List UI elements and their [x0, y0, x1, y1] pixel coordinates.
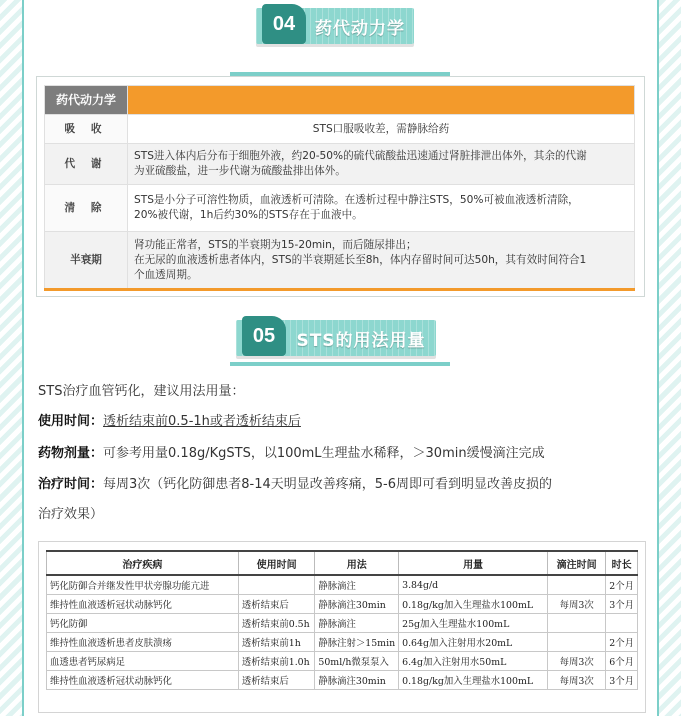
section-04-number: 04 [262, 4, 306, 44]
dose-header-duration: 时长 [606, 551, 638, 575]
dose-cell-dose: 0.64g加入注射用水20mL [399, 633, 548, 652]
dose-cell-dose: 3.84g/d [399, 575, 548, 595]
pk-row-text [128, 232, 635, 290]
pk-row-label: 吸 收 [45, 115, 128, 144]
dose-table-row [47, 633, 638, 652]
dose-cell-dose: 0.18g/kg加入生理盐水100mL [399, 595, 548, 614]
pk-row-line: 20%被代谢，1h后约30%的STS存在于血液中。 [134, 209, 363, 221]
dose-header-disease: 治疗疾病 [47, 551, 239, 575]
pk-header-bar [128, 86, 635, 115]
usage-time-label: 使用时间： [38, 414, 104, 429]
dose-cell-time: 透析结束前1.0h [238, 652, 315, 671]
dose-cell-infusion: 每周3次 [548, 671, 606, 690]
dose-cell-infusion: 每周3次 [548, 652, 606, 671]
usage-course-value-line1: 每周3次（钙化防御患者8-14天明显改善疼痛，5-6周即可看到明显改善皮损的 [103, 477, 553, 492]
dose-cell-duration: 3个月 [606, 671, 638, 690]
dose-table-row [47, 595, 638, 614]
dose-cell-duration: 6个月 [606, 652, 638, 671]
dose-cell-disease: 维持性血液透析冠状动脉钙化 [47, 671, 239, 690]
pk-row-line: STS是小分子可溶性物质，血液透析可清除。在透析过程中静注STS，50%可被血液透析清除， [134, 194, 579, 206]
pk-table-header-row [45, 86, 635, 115]
dose-cell-route: 静脉滴注30min [315, 671, 399, 690]
pk-row-label: 清 除 [45, 185, 128, 232]
pk-row-line: 肾功能正常者，STS的半衰期为15-20min，而后随尿排出； [134, 238, 417, 251]
pk-row-line: STS口服吸收差，需静脉给药 [312, 122, 450, 135]
section-04-badge [256, 8, 414, 44]
dose-table-frame [38, 541, 646, 713]
usage-course [38, 473, 552, 492]
pk-row-label: 半衰期 [45, 232, 128, 290]
pk-row-clearance [45, 185, 635, 232]
dose-cell-route: 静脉滴注 [315, 575, 399, 595]
section-04-title: 药代动力学 [315, 18, 405, 39]
pk-table [44, 85, 635, 291]
dose-cell-duration: 2个月 [606, 575, 638, 595]
usage-dose-label: 药物剂量： [38, 446, 104, 461]
dose-cell-infusion [548, 633, 606, 652]
pk-row-metabolism [45, 144, 635, 185]
dose-cell-time [238, 575, 315, 595]
dose-cell-infusion: 每周3次 [548, 595, 606, 614]
left-stripe-border [0, 0, 22, 716]
usage-time-value: 透析结束前0.5-1h或者透析结束后 [103, 414, 301, 429]
dose-cell-route: 静脉滴注 [315, 614, 399, 633]
dose-cell-disease: 钙化防御 [47, 614, 239, 633]
pk-row-line: 为亚硫酸盐，进一步代谢为硫酸盐排出体外。 [134, 165, 346, 177]
usage-dose-value: 可参考用量0.18g/KgSTS，以100mL生理盐水稀释，＞30min缓慢滴注完成 [103, 446, 545, 461]
dose-header-dose: 用量 [399, 551, 548, 575]
dose-cell-infusion [548, 614, 606, 633]
pk-row-line: 个血透周期。 [134, 268, 198, 281]
dose-cell-duration: 3个月 [606, 595, 638, 614]
usage-course-line2: 治疗效果） [38, 507, 104, 522]
section-05-underbar [230, 362, 450, 366]
right-stripe-border [659, 0, 681, 716]
dose-cell-route: 静脉注射＞15min [315, 633, 399, 652]
pk-row-text [128, 185, 635, 232]
dose-table-header-row [47, 551, 638, 575]
usage-intro: STS治疗血管钙化，建议用法用量： [38, 384, 245, 399]
pk-row-absorption [45, 115, 635, 144]
pk-row-half-life [45, 232, 635, 290]
dose-cell-route: 50ml/h微泵泵入 [315, 652, 399, 671]
dose-cell-duration [606, 614, 638, 633]
dose-table-row [47, 614, 638, 633]
dose-header-infusion: 滴注时间 [548, 551, 606, 575]
dose-cell-time: 透析结束前0.5h [238, 614, 315, 633]
dose-header-route: 用法 [315, 551, 399, 575]
dose-table-row [47, 575, 638, 595]
pk-row-text [128, 115, 635, 144]
section-05-title: STS的用法用量 [296, 330, 426, 351]
pk-header-label: 药代动力学 [45, 86, 128, 115]
dose-cell-disease: 维持性血液透析冠状动脉钙化 [47, 595, 239, 614]
dose-cell-duration: 2个月 [606, 633, 638, 652]
pk-table-frame [36, 76, 645, 297]
right-border-line [657, 0, 659, 716]
section-05-badge [236, 320, 436, 356]
dose-cell-disease: 维持性血液透析患者皮肤溃疡 [47, 633, 239, 652]
dose-cell-dose: 0.18g/kg加入生理盐水100mL [399, 671, 548, 690]
dose-cell-dose: 25g加入生理盐水100mL [399, 614, 548, 633]
pk-row-text [128, 144, 635, 185]
left-border-line [22, 0, 24, 716]
dose-cell-time: 透析结束前1h [238, 633, 315, 652]
dose-table [46, 550, 638, 690]
usage-time [38, 410, 301, 429]
dose-cell-time: 透析结束后 [238, 595, 315, 614]
usage-dose [38, 442, 545, 461]
dose-cell-dose: 6.4g加入注射用水50mL [399, 652, 548, 671]
pk-row-label: 代 谢 [45, 144, 128, 185]
usage-course-label: 治疗时间： [38, 477, 104, 492]
pk-row-line: STS进入体内后分布于细胞外液，约20-50%的硫代硫酸盐迅速通过肾脏排泄出体外，其余的代谢 [134, 150, 587, 162]
dose-cell-infusion [548, 575, 606, 595]
dose-cell-disease: 血透患者钙尿病足 [47, 652, 239, 671]
dose-cell-route: 静脉滴注30min [315, 595, 399, 614]
dose-header-time: 使用时间 [238, 551, 315, 575]
dose-table-row [47, 652, 638, 671]
dose-cell-time: 透析结束后 [238, 671, 315, 690]
section-05-number: 05 [242, 316, 286, 356]
dose-table-row [47, 671, 638, 690]
pk-row-line: 在无尿的血液透析患者体内，STS的半衰期延长至8h，体内存留时间可达50h，其有效时间符合1 [134, 253, 587, 266]
dose-cell-disease: 钙化防御合并继发性甲状旁腺功能亢进 [47, 575, 239, 595]
